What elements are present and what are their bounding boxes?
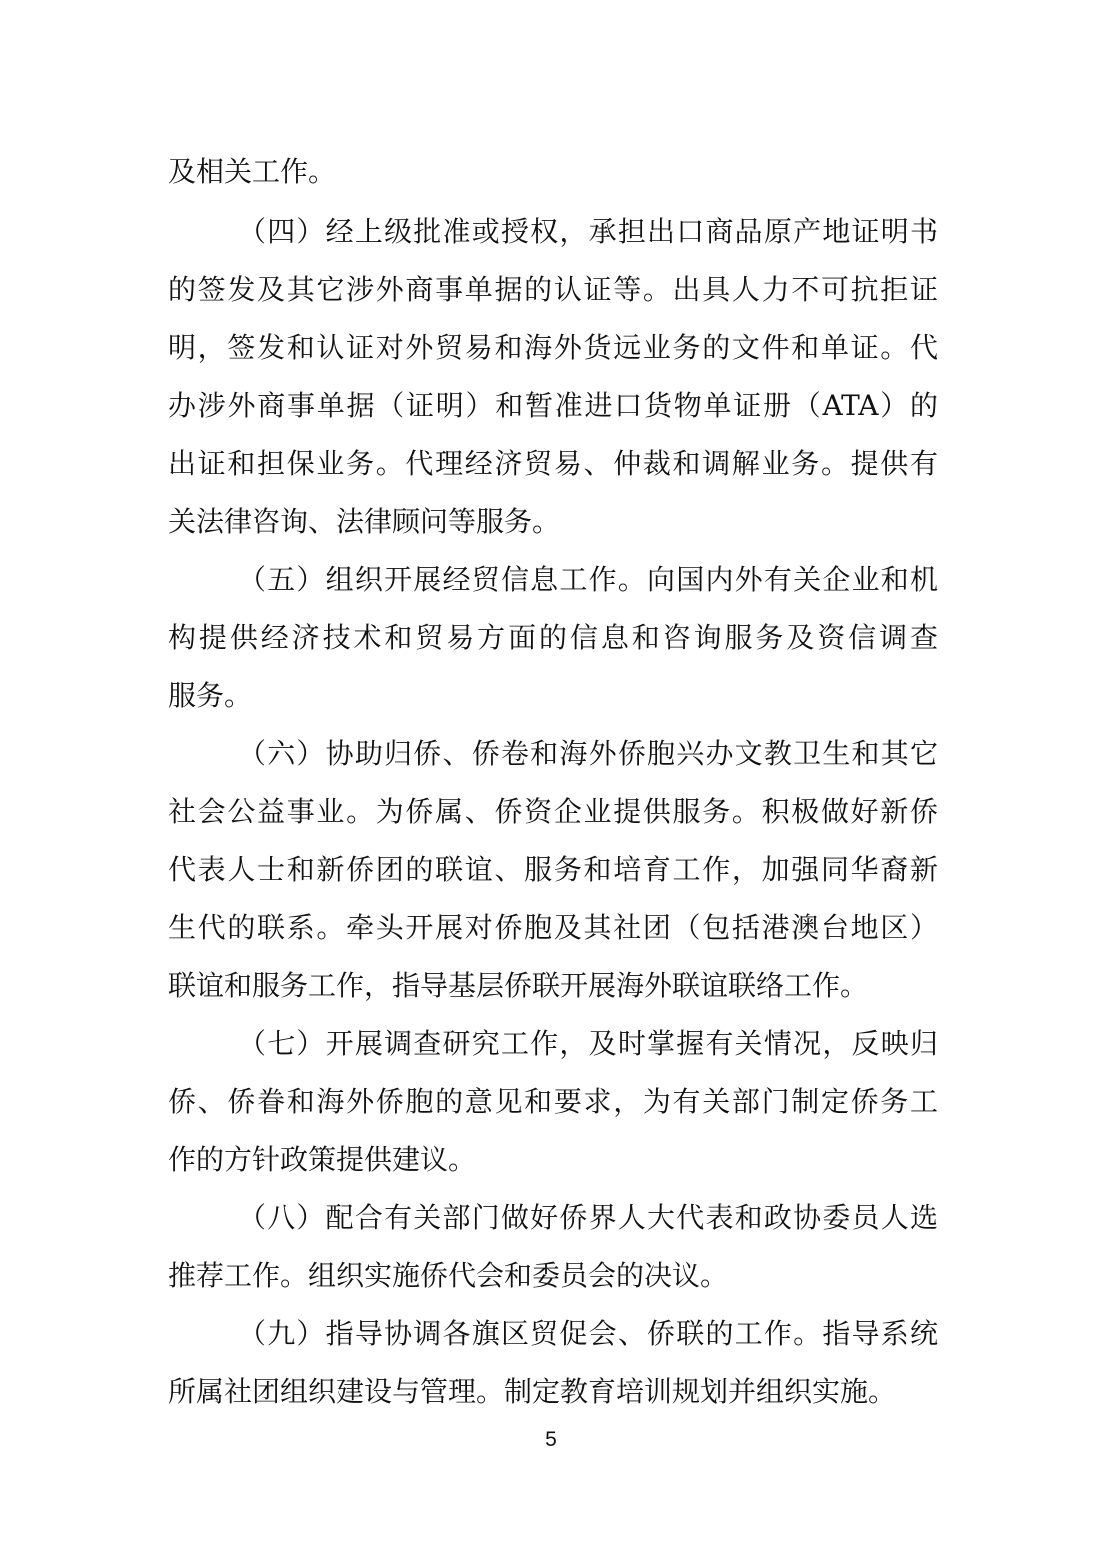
paragraph-nine-line: （九）指导协调各旗区贸促会、侨联的工作。指导系统 <box>238 1317 938 1350</box>
paragraph-four-line: （四）经上级批准或授权，承担出口商品原产地证明书 <box>238 215 938 248</box>
paragraph-seven-line: （七）开展调查研究工作，及时掌握有关情况，反映归 <box>238 1027 938 1060</box>
text-line: 联谊和服务工作，指导基层侨联开展海外联谊联络工作。 <box>168 969 869 1002</box>
text-line: 推荐工作。组织实施侨代会和委员会的决议。 <box>168 1259 729 1292</box>
text-line: 明，签发和认证对外贸易和海外货远业务的文件和单证。代 <box>168 331 938 364</box>
text-line: 出证和担保业务。代理经济贸易、仲裁和调解业务。提供有 <box>168 447 938 480</box>
text-line: 所属社团组织建设与管理。制定教育培训规划并组织实施。 <box>168 1375 897 1408</box>
text-line: 作的方针政策提供建议。 <box>168 1143 477 1176</box>
text-line: 侨、侨眷和海外侨胞的意见和要求，为有关部门制定侨务工 <box>168 1085 938 1118</box>
text-line: 及相关工作。 <box>168 155 337 188</box>
text-line: 关法律咨询、法律顾问等服务。 <box>168 505 561 538</box>
text-line: 服务。 <box>168 679 253 712</box>
text-line: 生代的联系。牵头开展对侨胞及其社团（包括港澳台地区） <box>168 911 938 944</box>
paragraph-six-line: （六）协助归侨、侨卷和海外侨胞兴办文教卫生和其它 <box>238 737 938 770</box>
text-line: 社会公益事业。为侨属、侨资企业提供服务。积极做好新侨 <box>168 795 938 828</box>
text-line: 的签发及其它涉外商事单据的认证等。出具人力不可抗拒证 <box>168 273 938 306</box>
paragraph-eight-line: （八）配合有关部门做好侨界人大代表和政协委员人选 <box>238 1201 938 1234</box>
paragraph-five-line: （五）组织开展经贸信息工作。向国内外有关企业和机 <box>238 563 938 596</box>
text-line: 构提供经济技术和贸易方面的信息和咨询服务及资信调查 <box>168 621 938 654</box>
page-number: 5 <box>545 1428 557 1451</box>
text-line: 代表人士和新侨团的联谊、服务和培育工作，加强同华裔新 <box>168 853 938 886</box>
text-line: 办涉外商事单据（证明）和暂准进口货物单证册（ATA）的 <box>168 389 938 422</box>
